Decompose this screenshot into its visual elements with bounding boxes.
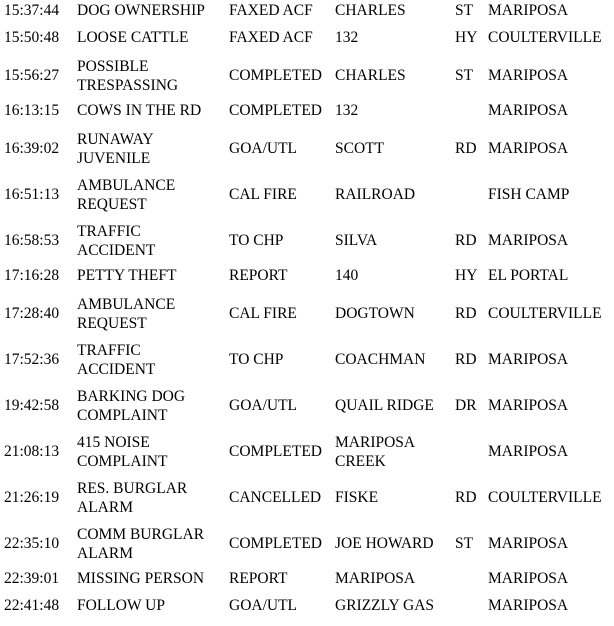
incident-street-suffix: RD [455, 140, 477, 157]
incident-city: COULTERVILLE [488, 489, 602, 506]
log-row [0, 595, 614, 622]
incident-city: MARIPOSA [488, 597, 569, 614]
incident-street: 132 [335, 102, 359, 119]
incident-status: TO CHP [229, 232, 284, 249]
incident-street-suffix: ST [455, 2, 474, 19]
incident-city: MARIPOSA [488, 570, 569, 587]
incident-time: 16:51:13 [4, 186, 60, 203]
incident-type: AMBULANCE REQUEST [77, 177, 176, 213]
log-row [0, 476, 614, 522]
incident-street: FISKE [335, 489, 379, 506]
incident-city: MARIPOSA [488, 102, 569, 119]
incident-time: 21:08:13 [4, 443, 60, 460]
incident-type: RUNAWAY JUVENILE [77, 131, 153, 167]
incident-street: MARIPOSA [335, 570, 416, 587]
log-row [0, 265, 614, 292]
incident-type: TRAFFIC ACCIDENT [77, 342, 156, 378]
incident-city: MARIPOSA [488, 2, 569, 19]
incident-type: PETTY THEFT [77, 267, 177, 284]
incident-street: CHARLES [335, 2, 406, 19]
incident-status: GOA/UTL [229, 597, 298, 614]
incident-street: DOGTOWN [335, 305, 415, 322]
incident-time: 22:35:10 [4, 535, 60, 552]
incident-type: BARKING DOG COMPLAINT [77, 388, 186, 424]
incident-status: CAL FIRE [229, 186, 297, 203]
incident-city: MARIPOSA [488, 351, 569, 368]
incident-street: 132 [335, 29, 359, 46]
log-row [0, 338, 614, 384]
incident-status: COMPLETED [229, 535, 322, 552]
incident-type: LOOSE CATTLE [77, 29, 189, 46]
incident-city: MARIPOSA [488, 232, 569, 249]
log-row [0, 568, 614, 595]
incident-time: 17:28:40 [4, 305, 60, 322]
incident-status: FAXED ACF [229, 29, 313, 46]
incident-type: MISSING PERSON [77, 570, 205, 587]
incident-street-suffix: HY [455, 29, 478, 46]
incident-type: DOG OWNERSHIP [77, 2, 205, 19]
incident-street: QUAIL RIDGE [335, 397, 434, 414]
incident-type: TRAFFIC ACCIDENT [77, 223, 156, 259]
log-row [0, 173, 614, 219]
incident-time: 16:39:02 [4, 140, 60, 157]
incident-street: CHARLES [335, 67, 406, 84]
incident-time: 17:52:36 [4, 351, 60, 368]
log-row [0, 127, 614, 173]
incident-status: GOA/UTL [229, 140, 298, 157]
incident-time: 19:42:58 [4, 397, 60, 414]
log-row [0, 522, 614, 568]
incident-status: COMPLETED [229, 102, 322, 119]
incident-status: COMPLETED [229, 443, 322, 460]
incident-status: TO CHP [229, 351, 284, 368]
incident-type: COWS IN THE RD [77, 102, 202, 119]
incident-time: 17:16:28 [4, 267, 60, 284]
incident-street-suffix: RD [455, 351, 477, 368]
incident-city: EL PORTAL [488, 267, 569, 284]
incident-street-suffix: DR [455, 397, 477, 414]
incident-type: 415 NOISE COMPLAINT [77, 434, 168, 470]
incident-street-suffix: RD [455, 232, 477, 249]
incident-street-suffix: RD [455, 305, 477, 322]
incident-time: 15:50:48 [4, 29, 60, 46]
incident-time: 22:39:01 [4, 570, 60, 587]
incident-status: CANCELLED [229, 489, 322, 506]
incident-street: SCOTT [335, 140, 385, 157]
incident-status: REPORT [229, 267, 288, 284]
incident-city: MARIPOSA [488, 397, 569, 414]
log-row [0, 430, 614, 476]
incident-status: COMPLETED [229, 67, 322, 84]
incident-street: JOE HOWARD [335, 535, 434, 552]
incident-city: COULTERVILLE [488, 29, 602, 46]
incident-street-suffix: ST [455, 535, 474, 552]
incident-type: AMBULANCE REQUEST [77, 296, 176, 332]
incident-street-suffix: RD [455, 489, 477, 506]
incident-time: 21:26:19 [4, 489, 60, 506]
incident-street: SILVA [335, 232, 378, 249]
incident-type: FOLLOW UP [77, 597, 165, 614]
incident-status: CAL FIRE [229, 305, 297, 322]
log-row [0, 54, 614, 100]
log-row [0, 219, 614, 265]
incident-city: MARIPOSA [488, 140, 569, 157]
incident-time: 15:56:27 [4, 67, 60, 84]
log-row [0, 384, 614, 430]
incident-time: 16:13:15 [4, 102, 60, 119]
incident-street: RAILROAD [335, 186, 416, 203]
incident-status: REPORT [229, 570, 288, 587]
incident-city: FISH CAMP [488, 186, 570, 203]
incident-street: 140 [335, 267, 359, 284]
incident-street: GRIZZLY GAS [335, 597, 435, 614]
incident-type: POSSIBLE TRESPASSING [77, 58, 179, 94]
incident-city: COULTERVILLE [488, 305, 602, 322]
incident-time: 16:58:53 [4, 232, 60, 249]
incident-street: COACHMAN [335, 351, 426, 368]
incident-status: FAXED ACF [229, 2, 313, 19]
log-row [0, 100, 614, 127]
incident-street-suffix: HY [455, 267, 478, 284]
incident-street-suffix: ST [455, 67, 474, 84]
incident-street: MARIPOSA CREEK [335, 434, 415, 470]
incident-status: GOA/UTL [229, 397, 298, 414]
incident-type: COMM BURGLAR ALARM [77, 526, 205, 562]
log-row [0, 0, 614, 27]
incident-time: 22:41:48 [4, 597, 60, 614]
incident-city: MARIPOSA [488, 535, 569, 552]
incident-time: 15:37:44 [4, 2, 60, 19]
log-row [0, 27, 614, 54]
log-row [0, 292, 614, 338]
incident-city: MARIPOSA [488, 67, 569, 84]
incident-type: RES. BURGLAR ALARM [77, 480, 188, 516]
incident-city: MARIPOSA [488, 443, 569, 460]
